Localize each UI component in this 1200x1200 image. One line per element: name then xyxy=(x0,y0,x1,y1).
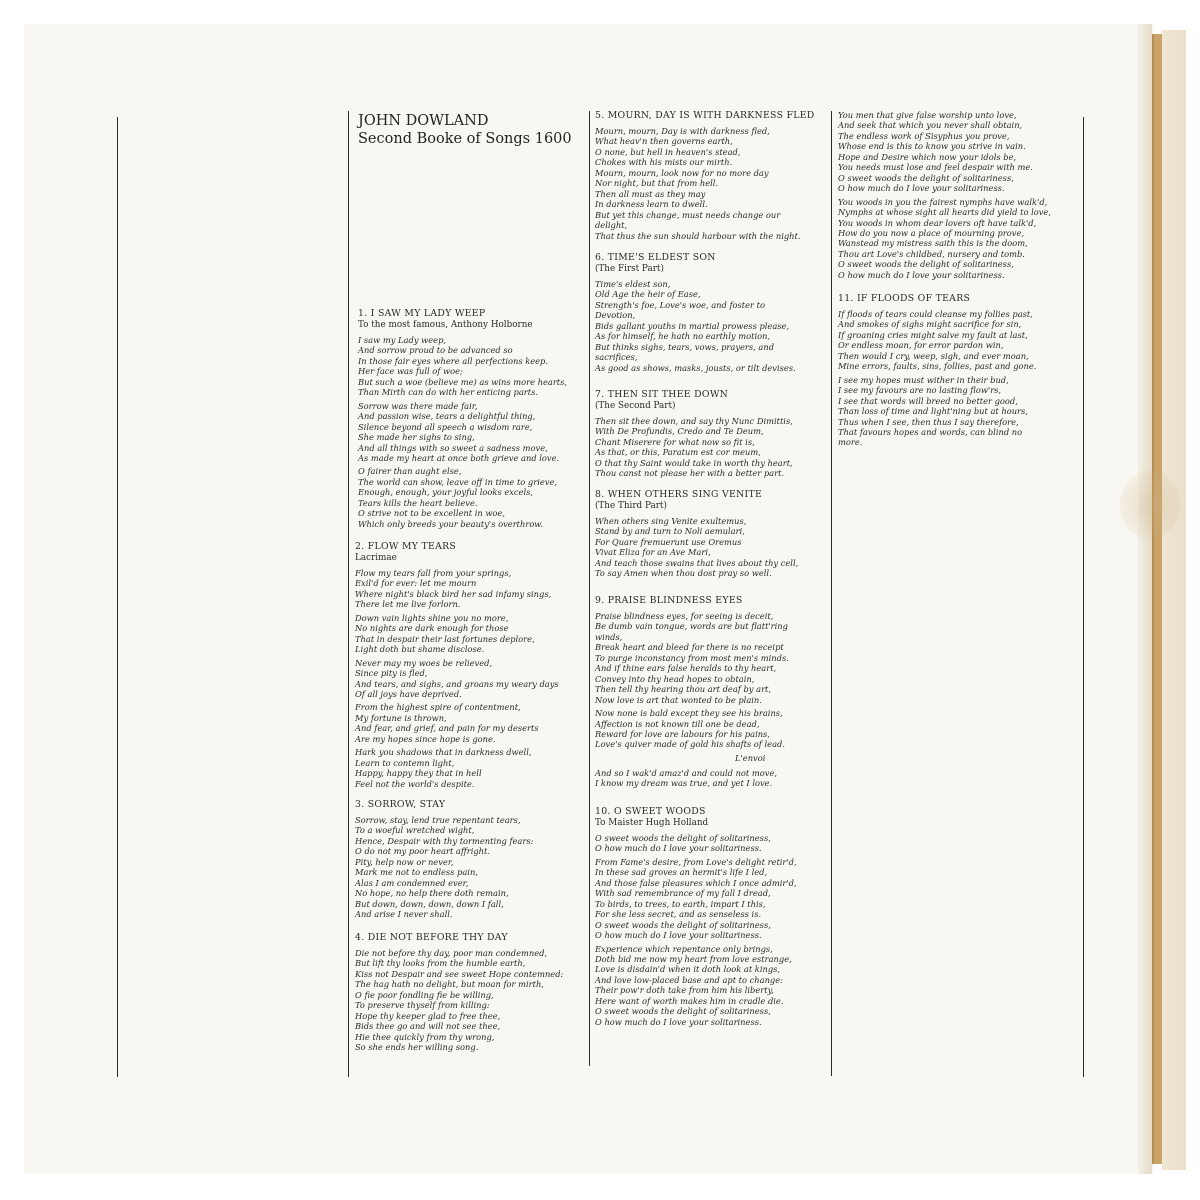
lyric-line: Wanstead my mistress saith this is the doom, xyxy=(838,238,1028,249)
lyric-line: As good as shows, masks, jousts, or tilt devises. xyxy=(595,362,796,373)
lyric-line: Experience which repentance only brings, xyxy=(595,943,773,954)
lyric-line: Than Mirth can do with her enticing parts. xyxy=(358,387,538,398)
lyric-line: Enough, enough, your joyful looks excels, xyxy=(358,487,534,498)
lyric-line: Break heart and bleed for there is no receipt xyxy=(595,642,784,653)
lyric-line: Then sit thee down, and say thy Nunc Dimittis, xyxy=(595,416,793,426)
lyric-line: Bids thee go and will not see thee, xyxy=(355,1021,501,1032)
lyric-line: O how much do I love your solitariness. xyxy=(595,930,762,941)
lyric-line: Mourn, mourn, look now for no more day xyxy=(595,167,769,178)
lyric-line: Chokes with his mists our mirth. xyxy=(595,157,733,168)
lyric-line: Down vain lights shine you no more, xyxy=(355,612,509,623)
album-title: Second Booke of Songs 1600 xyxy=(358,131,572,147)
song-subtitle: (The Second Part) xyxy=(595,401,676,411)
lyric-line: As made my heart at once both grieve and love. xyxy=(358,452,560,463)
lyric-line: And seek that which you never shall obtain, xyxy=(838,120,1023,131)
song-subtitle: (The Third Part) xyxy=(595,501,667,511)
lyric-line: To a woeful wretched wight, xyxy=(355,825,475,836)
lyric-line: O fie poor fondling fie be willing, xyxy=(355,989,494,1000)
lyric-line: What heav'n then governs earth, xyxy=(595,136,733,147)
stanza xyxy=(358,335,586,398)
song-block xyxy=(595,595,827,792)
lyric-line: O sweet woods the delight of solitariness, xyxy=(595,833,771,843)
song-block xyxy=(595,489,827,582)
lyric-line: Hence, Despair with thy tormenting fears: xyxy=(355,835,534,846)
stanza xyxy=(595,944,827,1028)
lyric-line: She made her sighs to sing, xyxy=(358,432,475,443)
lyric-line: And love low-placed base and apt to change: xyxy=(595,974,783,985)
lyric-line: Old Age the heir of Ease, xyxy=(595,289,701,300)
lyric-line: To say Amen when thou dost pray so well. xyxy=(595,568,772,579)
lyric-line: winds, xyxy=(595,631,623,642)
lyric-line: O sweet woods the delight of solitariness, xyxy=(595,1006,771,1017)
song-block xyxy=(358,308,586,532)
lyric-line: Kiss not Despair and see sweet Hope contemned: xyxy=(355,968,564,979)
composer-name: JOHN DOWLAND xyxy=(358,113,489,129)
facing-page-edge xyxy=(1162,30,1186,1170)
lyric-line: Thou art Love's childbed, nursery and tomb. xyxy=(838,248,1025,259)
lyric-line: O sweet woods the delight of solitariness, xyxy=(838,259,1014,270)
song-title: 4. DIE NOT BEFORE THY DAY xyxy=(355,932,508,943)
lyric-line: I see that words will breed no better good, xyxy=(838,395,1018,406)
lyric-line: With De Profundis, Credo and Te Deum, xyxy=(595,426,764,437)
lyric-line: Alas I am condemned ever, xyxy=(355,877,469,888)
lyric-line: Strength's foe, Love's woe, and foster to xyxy=(595,299,765,310)
stanza xyxy=(838,309,1078,372)
column-rule-2 xyxy=(589,111,590,1066)
lyric-line: And sorrow proud to be advanced so xyxy=(358,345,513,356)
stanza xyxy=(355,613,587,655)
lyric-line: Time's eldest son, xyxy=(595,279,671,289)
lyric-line: The hag hath no delight, but moan for mirth, xyxy=(355,979,544,990)
lyric-line: You needs must lose and feel despair with me. xyxy=(838,162,1033,173)
song-subtitle: To Maister Hugh Holland xyxy=(595,818,709,828)
stanza xyxy=(355,815,587,920)
lyric-line: Convey into thy head hopes to obtain, xyxy=(595,673,755,684)
song-title: 2. FLOW MY TEARS xyxy=(355,541,457,552)
paper-stain xyxy=(1120,470,1180,540)
stanza xyxy=(838,110,1078,194)
song-title: 5. MOURN, DAY IS WITH DARKNESS FLED xyxy=(595,110,815,121)
lyric-line: O that thy Saint would take in worth thy heart, xyxy=(595,457,793,468)
song-block xyxy=(595,389,827,482)
song-block xyxy=(355,799,587,923)
lyric-line: O do not my poor heart affright. xyxy=(355,846,490,857)
lyric-line: To purge inconstancy from most men's minds. xyxy=(595,652,789,663)
lyric-line: Nymphs at whose sight all hearts did yield to love, xyxy=(838,207,1051,218)
lyric-line: Of all joys have deprived. xyxy=(355,688,462,699)
lyric-line: And fear, and grief, and pain for my deserts xyxy=(355,723,539,734)
lyric-line: Where night's black bird her sad infamy sings, xyxy=(355,588,552,599)
lyric-line: Hope and Desire which now your idols be, xyxy=(838,151,1017,162)
lyric-line: Mourn, mourn, Day is with darkness fled, xyxy=(595,126,770,136)
lyric-line: Or endless moan, for error pardon win, xyxy=(838,340,1004,351)
lyric-line: O strive not to be excellent in woe, xyxy=(358,508,505,519)
song-title: 8. WHEN OTHERS SING VENITE xyxy=(595,489,763,500)
lyric-line: Reward for love are labours for his pains, xyxy=(595,728,770,739)
lyric-line: And all things with so sweet a sadness move, xyxy=(358,442,548,453)
lyric-line: So she ends her willing song. xyxy=(355,1042,479,1053)
song-title: 3. SORROW, STAY xyxy=(355,799,446,810)
lyric-line: And arise I never shall. xyxy=(355,909,453,920)
lyric-line: You men that give false worship unto love, xyxy=(838,110,1017,120)
lyric-line: O how much do I love your solitariness. xyxy=(838,183,1005,194)
lyric-line: Light doth but shame disclose. xyxy=(355,644,485,655)
lyric-line: You woods in whom dear lovers oft have talk'd, xyxy=(838,217,1037,228)
stanza xyxy=(355,948,587,1053)
lyric-line: Hope thy keeper glad to free thee, xyxy=(355,1010,501,1021)
lyric-line: Flow my tears fall from your springs, xyxy=(355,568,512,578)
lyric-line: Thou canst not please her with a better part. xyxy=(595,468,785,479)
lyric-line: Devotion, xyxy=(595,310,636,321)
lyric-line: Bids gallant youths in martial prowess please, xyxy=(595,320,790,331)
lyric-line: The endless work of Sisyphus you prove, xyxy=(838,130,1010,141)
lyric-line: Now love is art that wonted to be plain. xyxy=(595,694,762,705)
lyric-line: And tears, and sighs, and groans my weary days xyxy=(355,678,559,689)
stanza xyxy=(595,833,827,854)
lyric-line: Be dumb vain tongue, words are but flatt'ring xyxy=(595,621,788,632)
lyric-line: Never may my woes be relieved, xyxy=(355,657,493,668)
lyric-line: Doth bid me now my heart from love estrange, xyxy=(595,953,792,964)
lyric-line: I see my hopes must wither in their bud, xyxy=(838,374,1009,385)
lyric-line: As that, or this, Paratum est cor meum, xyxy=(595,447,761,458)
lyric-line: My fortune is thrown, xyxy=(355,712,447,723)
lyric-line: With sad remembrance of my fall I dread, xyxy=(595,888,771,899)
lyric-line: In these sad groves an hermit's life I led, xyxy=(595,867,768,878)
column-rule-left xyxy=(117,117,118,1077)
lyric-line: For Quare fremuerunt use Oremus xyxy=(595,536,742,547)
stanza xyxy=(355,747,587,789)
lyric-line: Thus when I see, then thus I say therefore, xyxy=(838,416,1019,427)
lyric-line: Happy, happy they that in hell xyxy=(355,768,482,779)
song-title: 7. THEN SIT THEE DOWN xyxy=(595,389,729,400)
lyric-line: To preserve thyself from killing: xyxy=(355,1000,490,1011)
lyric-line: Since pity is fled, xyxy=(355,668,428,679)
lyric-line: Here want of worth makes him in cradle die. xyxy=(595,995,784,1006)
lyric-line: O how much do I love your solitariness. xyxy=(838,269,1005,280)
lyric-line: Than loss of time and light'ning but at hours, xyxy=(838,406,1028,417)
lyric-line: And so I wak'd amaz'd and could not move, xyxy=(595,767,777,778)
lyric-line: But down, down, down, down I fall, xyxy=(355,898,504,909)
lyric-line: Affection is not known till one be dead, xyxy=(595,718,760,729)
song-title: 1. I SAW MY LADY WEEP xyxy=(358,308,486,319)
stanza xyxy=(358,466,586,529)
lyric-line: O fairer than aught else, xyxy=(358,466,462,477)
stanza xyxy=(595,768,827,789)
lyric-line: And passion wise, tears a delightful thing, xyxy=(358,411,536,422)
lyric-line: Tears kills the heart believe. xyxy=(358,497,478,508)
song-continuation-block xyxy=(838,110,1078,283)
lyric-line: delight, xyxy=(595,220,628,231)
song-block xyxy=(595,252,827,376)
column-rule-right xyxy=(1083,117,1084,1077)
stanza xyxy=(595,708,827,750)
lyric-line: Are my hopes since hope is gone. xyxy=(355,733,496,744)
lyric-line: And if thine ears false heralds to thy heart, xyxy=(595,663,777,674)
lyric-line: That favours hopes and words, can blind no xyxy=(838,426,1023,437)
song-block xyxy=(595,806,827,1030)
column-rule-3 xyxy=(831,111,832,1076)
lyric-line: Stand by and turn to Noli aemulari, xyxy=(595,526,745,537)
lyric-line: Die not before thy day, poor man condemned, xyxy=(355,948,548,958)
lyric-line: Then all must as they may xyxy=(595,188,706,199)
lyric-line: Exil'd for ever: let me mourn xyxy=(355,578,477,589)
lyric-line: Nor night, but that from hell. xyxy=(595,178,719,189)
stanza xyxy=(355,658,587,700)
lyric-line: If groaning cries might salve my fault at last, xyxy=(838,329,1028,340)
song-subtitle: Lacrimae xyxy=(355,553,397,563)
song-block xyxy=(595,110,827,244)
lyric-line: Vivat Eliza for an Ave Mari, xyxy=(595,547,711,558)
stanza xyxy=(595,611,827,705)
lyric-line: Their pow'r doth take from him his liberty, xyxy=(595,985,774,996)
song-title: 11. IF FLOODS OF TEARS xyxy=(838,293,971,304)
lyric-line: Feel not the world's despite. xyxy=(355,778,475,789)
lyric-line: O sweet woods the delight of solitariness, xyxy=(595,919,771,930)
envoi-heading: L'envoi xyxy=(735,752,766,763)
song-subtitle: To the most famous, Anthony Holborne xyxy=(358,320,533,330)
lyric-line: In those fair eyes where all perfections keep. xyxy=(358,355,549,366)
lyric-line: I see my favours are no lasting flow'rs, xyxy=(838,385,1002,396)
lyric-line: O how much do I love your solitariness. xyxy=(595,1016,762,1027)
column-rule-1 xyxy=(348,111,349,1077)
lyric-line: No hope, no help there doth remain, xyxy=(355,888,509,899)
lyric-line: When others sing Venite exultemus, xyxy=(595,516,747,526)
lyric-line: For she less secret, and as senseless is. xyxy=(595,909,762,920)
lyric-line: There let me live forlorn. xyxy=(355,599,461,610)
lyric-line: Mine errors, faults, sins, follies, past and gone. xyxy=(838,361,1037,372)
lyric-line: more. xyxy=(838,437,863,448)
lyric-line: Mark me not to endless pain, xyxy=(355,867,478,878)
lyric-line: Love's quiver made of gold his shafts of lead. xyxy=(595,739,785,750)
lyric-line: I know my dream was true, and yet I love. xyxy=(595,778,773,789)
stanza xyxy=(838,375,1078,448)
lyric-line: Chant Miserere for what now so fit is, xyxy=(595,436,755,447)
stanza xyxy=(595,857,827,941)
lyric-line: Sorrow, stay, lend true repentant tears, xyxy=(355,815,521,825)
song-block xyxy=(838,293,1078,451)
lyric-line: That in despair their last fortunes deplore, xyxy=(355,633,535,644)
lyric-line: Hark you shadows that in darkness dwell, xyxy=(355,747,532,758)
song-block xyxy=(355,932,587,1056)
lyric-line: Then would I cry, weep, sigh, and ever moan, xyxy=(838,350,1029,361)
lyric-line: Which only breeds your beauty's overthrow. xyxy=(358,518,544,529)
stanza xyxy=(595,279,827,373)
song-subtitle: (The First Part) xyxy=(595,264,664,274)
lyric-line: How do you now a place of mourning prove, xyxy=(838,227,1025,238)
lyric-line: O how much do I love your solitariness. xyxy=(595,843,762,854)
lyric-line: That thus the sun should harbour with the night. xyxy=(595,230,801,241)
song-block xyxy=(355,541,587,792)
lyric-line: From Fame's desire, from Love's delight retir'd, xyxy=(595,856,797,867)
lyric-line: From the highest spire of contentment, xyxy=(355,702,521,713)
lyric-line: Silence beyond all speech a wisdom rare, xyxy=(358,421,533,432)
lyric-line: Pity, help now or never, xyxy=(355,856,454,867)
lyric-line: Now none is bald except they see his brains, xyxy=(595,708,783,719)
lyric-line: No nights are dark enough for those xyxy=(355,623,509,634)
stanza xyxy=(838,197,1078,281)
lyric-line: sacrifices, xyxy=(595,352,638,363)
lyric-line: And teach those swains that lives about thy cell, xyxy=(595,557,799,568)
lyric-line: Love is disdain'd when it doth look at kings, xyxy=(595,964,781,975)
lyric-line: But yet this change, must needs change our xyxy=(595,209,781,220)
stanza xyxy=(595,126,827,241)
lyric-line: Learn to contemn light, xyxy=(355,757,455,768)
lyric-line: Whose end is this to know you strive in vain. xyxy=(838,141,1026,152)
stanza xyxy=(358,401,586,464)
stanza xyxy=(355,702,587,744)
page-gutter-shadow xyxy=(1138,24,1152,1174)
stanza xyxy=(595,416,827,479)
lyric-line: But lift thy looks from the humble earth, xyxy=(355,958,526,969)
lyric-line: I saw my Lady weep, xyxy=(358,335,447,345)
lyric-line: Hie thee quickly from thy wrong, xyxy=(355,1031,495,1042)
lyric-line: If floods of tears could cleanse my follies past, xyxy=(838,309,1033,319)
lyric-line: And smokes of sighs might sacrifice for sin, xyxy=(838,319,1022,330)
lyric-line: O sweet woods the delight of solitariness, xyxy=(838,172,1014,183)
album-title-block xyxy=(358,112,584,148)
lyric-line: The world can show, leave off in time to grieve, xyxy=(358,476,557,487)
song-title: 9. PRAISE BLINDNESS EYES xyxy=(595,595,743,606)
stanza xyxy=(355,568,587,610)
song-title: 6. TIME'S ELDEST SON xyxy=(595,252,716,263)
stanza xyxy=(595,516,827,579)
lyric-line: Praise blindness eyes, for seeing is deceit, xyxy=(595,611,774,621)
lyric-line: Sorrow was there made fair, xyxy=(358,400,478,411)
lyric-line: O none, but hell in heaven's stead, xyxy=(595,146,741,157)
lyric-line: To birds, to trees, to earth, impart I this, xyxy=(595,898,766,909)
lyric-line: Her face was full of woe; xyxy=(358,366,463,377)
lyric-line: And those false pleasures which I once admir'd, xyxy=(595,877,797,888)
lyric-line: But such a woe (believe me) as wins more hearts, xyxy=(358,376,568,387)
lyric-line: Then tell thy hearing thou art deaf by art, xyxy=(595,684,772,695)
song-title: 10. O SWEET WOODS xyxy=(595,806,706,817)
lyric-line: You woods in you the fairest nymphs have walk'd, xyxy=(838,196,1048,207)
lyric-line: In darkness learn to dwell. xyxy=(595,199,708,210)
lyric-line: But thinks sighs, tears, vows, prayers, and xyxy=(595,341,775,352)
lyric-line: As for himself, he hath no earthly motion, xyxy=(595,331,771,342)
